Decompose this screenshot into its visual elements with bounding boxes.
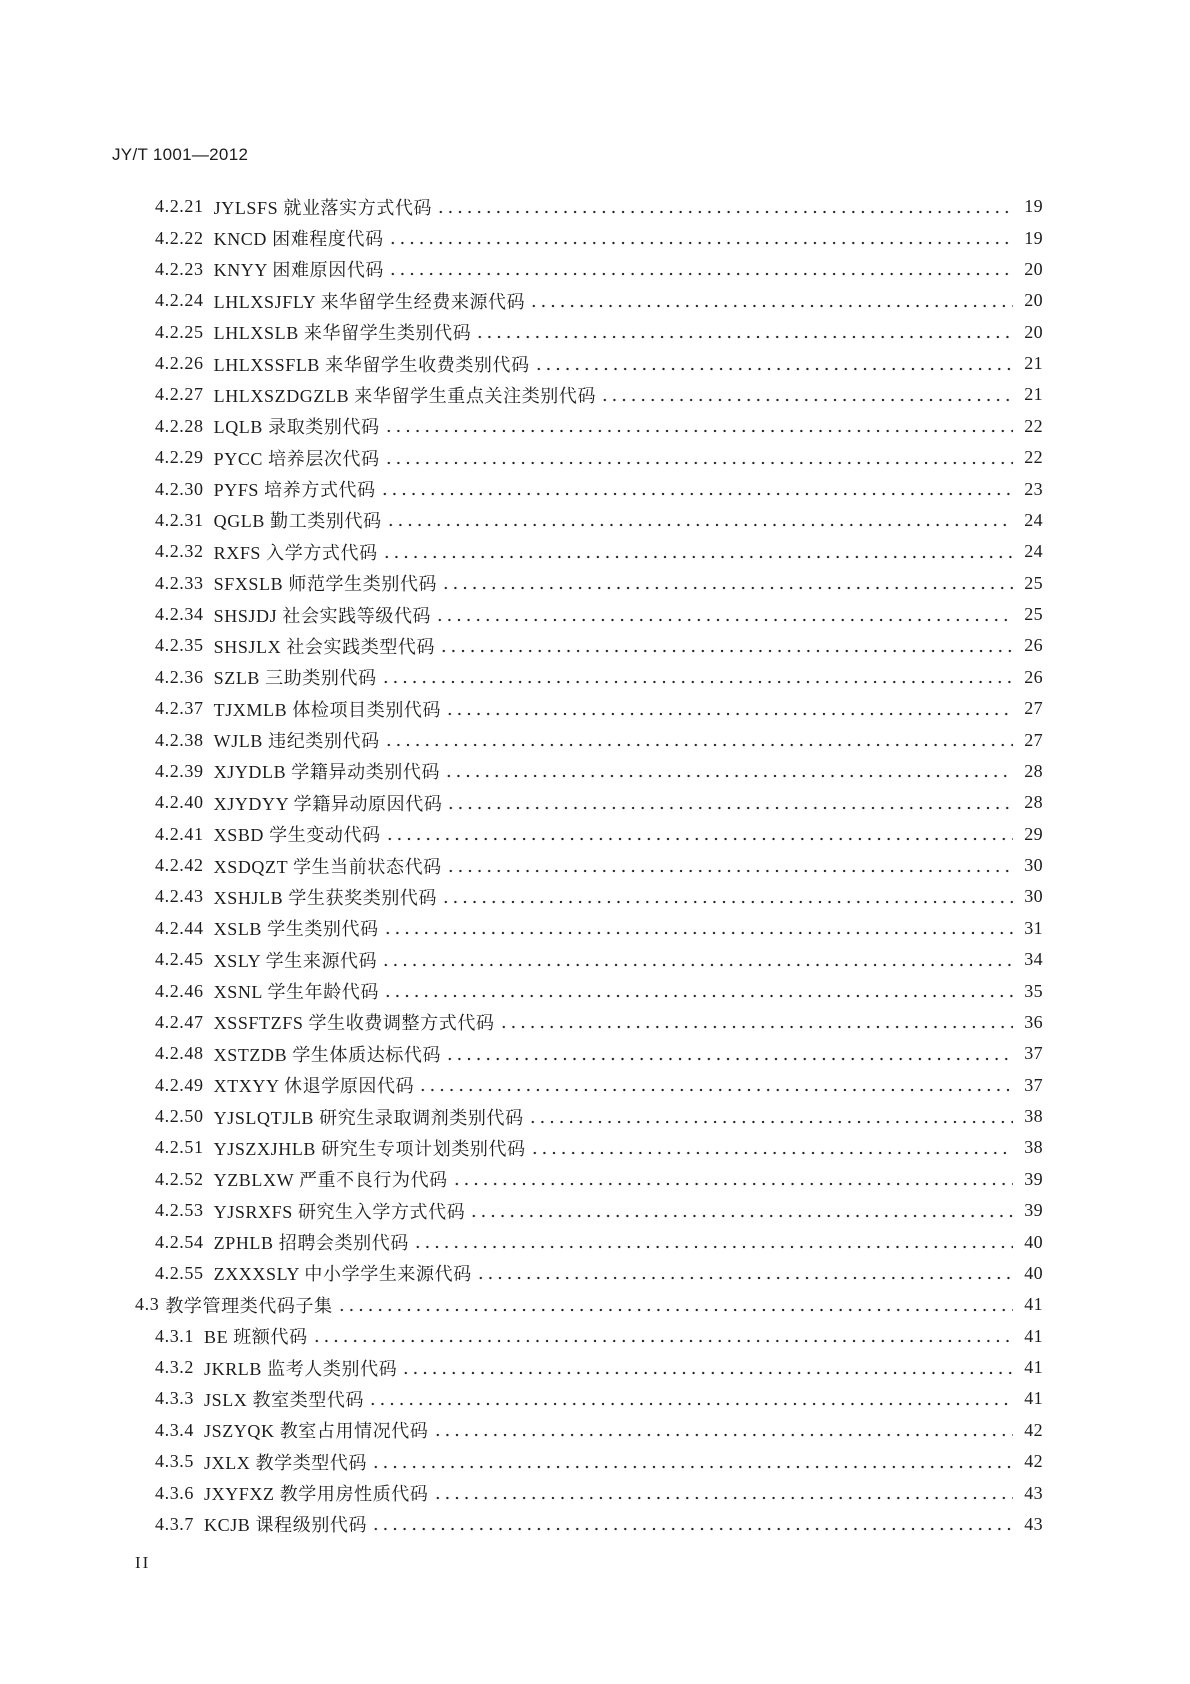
toc-entry-page-number: 31 (1024, 917, 1043, 938)
toc-entry-number: 4.2.54 (155, 1231, 204, 1252)
toc-entry-number: 4.3.7 (155, 1513, 194, 1534)
dot-leader (388, 272, 1013, 276)
toc-entry-number: 4.2.26 (155, 353, 204, 374)
toc-entry-page-number: 25 (1024, 572, 1043, 593)
dot-leader (433, 1433, 1013, 1437)
dot-leader (433, 1496, 1013, 1500)
toc-entry (135, 944, 1043, 975)
toc-entry-page-number: 40 (1024, 1231, 1043, 1252)
toc-entry-page-number: 19 (1024, 196, 1043, 217)
toc-entry-number: 4.2.51 (155, 1137, 204, 1158)
dot-leader (337, 1308, 1013, 1312)
toc-entry-number: 4.2.24 (155, 290, 204, 311)
toc-entry-page-number: 30 (1024, 855, 1043, 876)
toc-entry (135, 379, 1043, 410)
toc-entry-number: 4.2.42 (155, 855, 204, 876)
toc-entry (135, 1070, 1043, 1101)
dot-leader (600, 398, 1013, 402)
toc-entry (135, 1352, 1043, 1383)
toc-entry-number: 4.2.37 (155, 698, 204, 719)
toc-entry (135, 724, 1043, 755)
toc-entry-page-number: 23 (1024, 478, 1043, 499)
dot-leader (381, 963, 1013, 967)
toc-entry (135, 254, 1043, 285)
toc-entry-page-number: 39 (1024, 1200, 1043, 1221)
toc-entry (135, 662, 1043, 693)
toc-entry-title: 教学管理类代码子集 (165, 1295, 333, 1316)
toc-entry-number: 4.2.31 (155, 509, 204, 530)
toc-entry (135, 1226, 1043, 1257)
toc-entry (135, 222, 1043, 253)
toc-entry-number: 4.2.33 (155, 572, 204, 593)
dot-leader (476, 1276, 1013, 1280)
dot-leader (384, 743, 1013, 747)
toc-entry-number: 4.2.40 (155, 792, 204, 813)
toc-entry (135, 1101, 1043, 1132)
dot-leader (452, 1182, 1013, 1186)
toc-entry-number: 4.2.30 (155, 478, 204, 499)
toc-entry-page-number: 41 (1024, 1357, 1043, 1378)
toc-entry-number: 4.2.46 (155, 980, 204, 1001)
dot-leader (383, 994, 1013, 998)
toc-entry-page-number: 35 (1024, 980, 1043, 1001)
toc-entry-page-number: 38 (1024, 1137, 1043, 1158)
dot-leader (435, 618, 1013, 622)
dot-leader (499, 1025, 1013, 1029)
toc-entry-title: LHLXSZDGZLB 来华留学生重点关注类别代码 (213, 385, 597, 406)
toc-section-entry (135, 1289, 1043, 1320)
toc-entry-page-number: 41 (1024, 1294, 1043, 1315)
toc-entry-title: WJLB 违纪类别代码 (213, 731, 380, 752)
toc-entry-page-number: 42 (1024, 1451, 1043, 1472)
toc-entry (135, 756, 1043, 787)
toc-entry-title: LHLXSLB 来华留学生类别代码 (213, 323, 472, 344)
toc-entry-number: 4.2.49 (155, 1074, 204, 1095)
toc-entry-title: XSBD 学生变动代码 (213, 825, 381, 846)
toc-entry (135, 630, 1043, 661)
dot-leader (312, 1339, 1013, 1343)
toc-entry (135, 348, 1043, 379)
toc-entry-title: KCJB 课程级别代码 (204, 1515, 368, 1536)
toc-entry-page-number: 42 (1024, 1419, 1043, 1440)
toc-entry-page-number: 24 (1024, 541, 1043, 562)
toc-entry (135, 1258, 1043, 1289)
toc-entry-number: 4.3.5 (155, 1451, 194, 1472)
toc-entry-title: JSLX 教室类型代码 (204, 1389, 365, 1410)
dot-leader (401, 1371, 1013, 1375)
toc-entry-page-number: 30 (1024, 886, 1043, 907)
dot-leader (529, 304, 1013, 308)
toc-entry-number: 4.2.21 (155, 196, 204, 217)
toc-entry-number: 4.2.52 (155, 1168, 204, 1189)
toc-entry (135, 787, 1043, 818)
toc-entry-page-number: 40 (1024, 1262, 1043, 1283)
toc-entry-title: ZXXXSLY 中小学学生来源代码 (213, 1264, 472, 1285)
toc-entry-number: 4.2.27 (155, 384, 204, 405)
toc-entry-title: QGLB 勤工类别代码 (213, 511, 382, 532)
toc-entry-page-number: 25 (1024, 604, 1043, 625)
dot-leader (445, 712, 1013, 716)
toc-entry (135, 317, 1043, 348)
toc-entry-title: XSSFTZFS 学生收费调整方式代码 (213, 1013, 495, 1034)
toc-entry (135, 568, 1043, 599)
dot-leader (385, 837, 1013, 841)
dot-leader (444, 774, 1013, 778)
toc-entry-number: 4.2.28 (155, 415, 204, 436)
toc-entry-number: 4.2.34 (155, 604, 204, 625)
toc-entry-number: 4.2.36 (155, 666, 204, 687)
toc-entry (135, 536, 1043, 567)
toc-entry (135, 1415, 1043, 1446)
toc-entry-page-number: 29 (1024, 823, 1043, 844)
toc-entry-page-number: 27 (1024, 698, 1043, 719)
toc-entry-number: 4.2.29 (155, 447, 204, 468)
toc-entry (135, 285, 1043, 316)
toc-entry-number: 4.3 (135, 1294, 160, 1315)
toc-entry-number: 4.3.2 (155, 1357, 194, 1378)
toc-entry-number: 4.2.32 (155, 541, 204, 562)
toc-entry-title: BE 班额代码 (204, 1327, 308, 1348)
toc-entry-number: 4.3.1 (155, 1325, 194, 1346)
toc-entry (135, 1038, 1043, 1069)
dot-leader (368, 1402, 1013, 1406)
toc-entry-title: YJSZXJHLB 研究生专项计划类别代码 (213, 1138, 526, 1159)
toc-entry-title: LHLXSJFLY 来华留学生经费来源代码 (213, 291, 526, 312)
toc-entry-page-number: 41 (1024, 1388, 1043, 1409)
toc-entry-number: 4.2.43 (155, 886, 204, 907)
toc-entry-title: SHSJLX 社会实践类型代码 (213, 636, 436, 657)
toc-entry-number: 4.2.50 (155, 1106, 204, 1127)
page-number-footer: II (135, 1553, 151, 1572)
toc-entry (135, 1509, 1043, 1540)
toc-entry-number: 4.2.25 (155, 321, 204, 342)
toc-entry-page-number: 21 (1024, 353, 1043, 374)
toc-entry-number: 4.2.22 (155, 227, 204, 248)
toc-entry (135, 1383, 1043, 1414)
toc-entry-page-number: 37 (1024, 1074, 1043, 1095)
toc-entry-page-number: 26 (1024, 666, 1043, 687)
toc-entry-page-number: 28 (1024, 792, 1043, 813)
toc-entry-page-number: 22 (1024, 415, 1043, 436)
toc-entry-title: KNYY 困难原因代码 (213, 260, 385, 281)
toc-entry (135, 975, 1043, 1006)
dot-leader (446, 806, 1013, 810)
toc-entry (135, 1164, 1043, 1195)
toc-entry-title: XJYDLB 学籍异动类别代码 (213, 762, 441, 783)
toc-entry-title: PYFS 培养方式代码 (213, 480, 376, 501)
document-number-header: JY/T 1001—2012 (112, 145, 249, 164)
toc-entry-title: RXFS 入学方式代码 (213, 542, 378, 563)
toc-entry-page-number: 38 (1024, 1106, 1043, 1127)
toc-entry-title: ZPHLB 招聘会类别代码 (213, 1233, 409, 1254)
toc-entry-title: JYLSFS 就业落实方式代码 (213, 197, 433, 218)
dot-leader (446, 869, 1013, 873)
dot-leader (386, 523, 1013, 527)
toc-entry-title: XSTZDB 学生体质达标代码 (213, 1044, 442, 1065)
toc-entry-number: 4.2.41 (155, 823, 204, 844)
dot-leader (383, 931, 1013, 935)
toc-entry (135, 1477, 1043, 1508)
toc-entry-page-number: 43 (1024, 1482, 1043, 1503)
dot-leader (418, 1088, 1013, 1092)
toc-entry-title: LHLXSSFLB 来华留学生收费类别代码 (213, 354, 530, 375)
toc-entry-title: YZBLXW 严重不良行为代码 (213, 1170, 448, 1191)
toc-entry (135, 505, 1043, 536)
toc-entry (135, 473, 1043, 504)
toc-entry-page-number: 21 (1024, 384, 1043, 405)
toc-entry-title: JXYFXZ 教学用房性质代码 (204, 1484, 429, 1505)
toc-entry-title: SFXSLB 师范学生类别代码 (213, 574, 438, 595)
toc-entry-page-number: 39 (1024, 1168, 1043, 1189)
toc-entry-number: 4.2.38 (155, 729, 204, 750)
toc-entry-title: SZLB 三助类别代码 (213, 668, 377, 689)
toc-entry (135, 1446, 1043, 1477)
dot-leader (534, 367, 1013, 371)
toc-entry-page-number: 34 (1024, 949, 1043, 970)
toc-entry-page-number: 28 (1024, 760, 1043, 781)
dot-leader (469, 1214, 1013, 1218)
toc-entry-title: XSHJLB 学生获奖类别代码 (213, 887, 438, 908)
toc-entry (135, 913, 1043, 944)
toc-entry-page-number: 20 (1024, 290, 1043, 311)
toc-entry-page-number: 43 (1024, 1513, 1043, 1534)
dot-leader (445, 1057, 1013, 1061)
toc-entry-page-number: 20 (1024, 258, 1043, 279)
toc-entry-number: 4.3.3 (155, 1388, 194, 1409)
toc-entry-title: KNCD 困难程度代码 (213, 229, 384, 250)
toc-entry-number: 4.2.47 (155, 1011, 204, 1032)
toc-entry-title: YJSRXFS 研究生入学方式代码 (213, 1201, 466, 1222)
toc-entry-page-number: 19 (1024, 227, 1043, 248)
toc-entry (135, 599, 1043, 630)
dot-leader (475, 335, 1013, 339)
toc-entry-page-number: 22 (1024, 447, 1043, 468)
toc-entry-number: 4.2.23 (155, 258, 204, 279)
toc-entry-title: XTXYY 休退学原因代码 (213, 1076, 415, 1097)
toc-entry (135, 191, 1043, 222)
toc-entry-title: JSZYQK 教室占用情况代码 (204, 1421, 429, 1442)
toc-entry (135, 411, 1043, 442)
dot-leader (384, 461, 1013, 465)
toc-entry (135, 1007, 1043, 1038)
dot-leader (371, 1465, 1013, 1469)
toc-entry-number: 4.2.53 (155, 1200, 204, 1221)
dot-leader (439, 649, 1013, 653)
toc-entry (135, 881, 1043, 912)
toc-entry (135, 850, 1043, 881)
toc-entry-number: 4.2.48 (155, 1043, 204, 1064)
toc-entry-number: 4.2.35 (155, 635, 204, 656)
dot-leader (436, 210, 1013, 214)
toc-entry-page-number: 41 (1024, 1325, 1043, 1346)
toc-entry-number: 4.2.45 (155, 949, 204, 970)
toc-entry-title: XSDQZT 学生当前状态代码 (213, 856, 442, 877)
toc-entry-page-number: 24 (1024, 509, 1043, 530)
toc-entry (135, 819, 1043, 850)
toc-entry-title: YJSLQTJLB 研究生录取调剂类别代码 (213, 1107, 524, 1128)
toc-entry-number: 4.2.44 (155, 917, 204, 938)
toc-entry-title: PYCC 培养层次代码 (213, 448, 380, 469)
toc-entry-page-number: 36 (1024, 1011, 1043, 1032)
toc-entry-title: SHSJDJ 社会实践等级代码 (213, 605, 432, 626)
toc-entry-number: 4.2.55 (155, 1262, 204, 1283)
toc-entry-page-number: 26 (1024, 635, 1043, 656)
toc-entry-page-number: 20 (1024, 321, 1043, 342)
toc-entry-title: JXLX 教学类型代码 (204, 1452, 368, 1473)
toc-entry-title: XJYDYY 学籍异动原因代码 (213, 793, 443, 814)
toc-entry (135, 1195, 1043, 1226)
toc-entry-title: XSLB 学生类别代码 (213, 919, 379, 940)
toc-entry-title: XSLY 学生来源代码 (213, 950, 378, 971)
toc-list (135, 191, 1043, 1540)
toc-entry (135, 693, 1043, 724)
toc-entry-title: LQLB 录取类别代码 (213, 417, 380, 438)
toc-entry-title: JKRLB 监考人类别代码 (204, 1358, 398, 1379)
dot-leader (382, 555, 1013, 559)
toc-entry-page-number: 27 (1024, 729, 1043, 750)
dot-leader (371, 1527, 1013, 1531)
toc-entry (135, 1321, 1043, 1352)
toc-entry-number: 4.2.39 (155, 760, 204, 781)
dot-leader (381, 680, 1013, 684)
toc-entry-number: 4.3.4 (155, 1419, 194, 1440)
toc-entry-title: TJXMLB 体检项目类别代码 (213, 699, 442, 720)
dot-leader (380, 492, 1013, 496)
toc-entry-number: 4.3.6 (155, 1482, 194, 1503)
toc-entry-page-number: 37 (1024, 1043, 1043, 1064)
dot-leader (530, 1151, 1013, 1155)
dot-leader (388, 241, 1013, 245)
toc-entry (135, 442, 1043, 473)
dot-leader (384, 429, 1013, 433)
dot-leader (441, 900, 1013, 904)
toc-entry (135, 1132, 1043, 1163)
dot-leader (413, 1245, 1013, 1249)
toc-entry-title: XSNL 学生年龄代码 (213, 982, 380, 1003)
dot-leader (441, 586, 1013, 590)
dot-leader (528, 1120, 1013, 1124)
